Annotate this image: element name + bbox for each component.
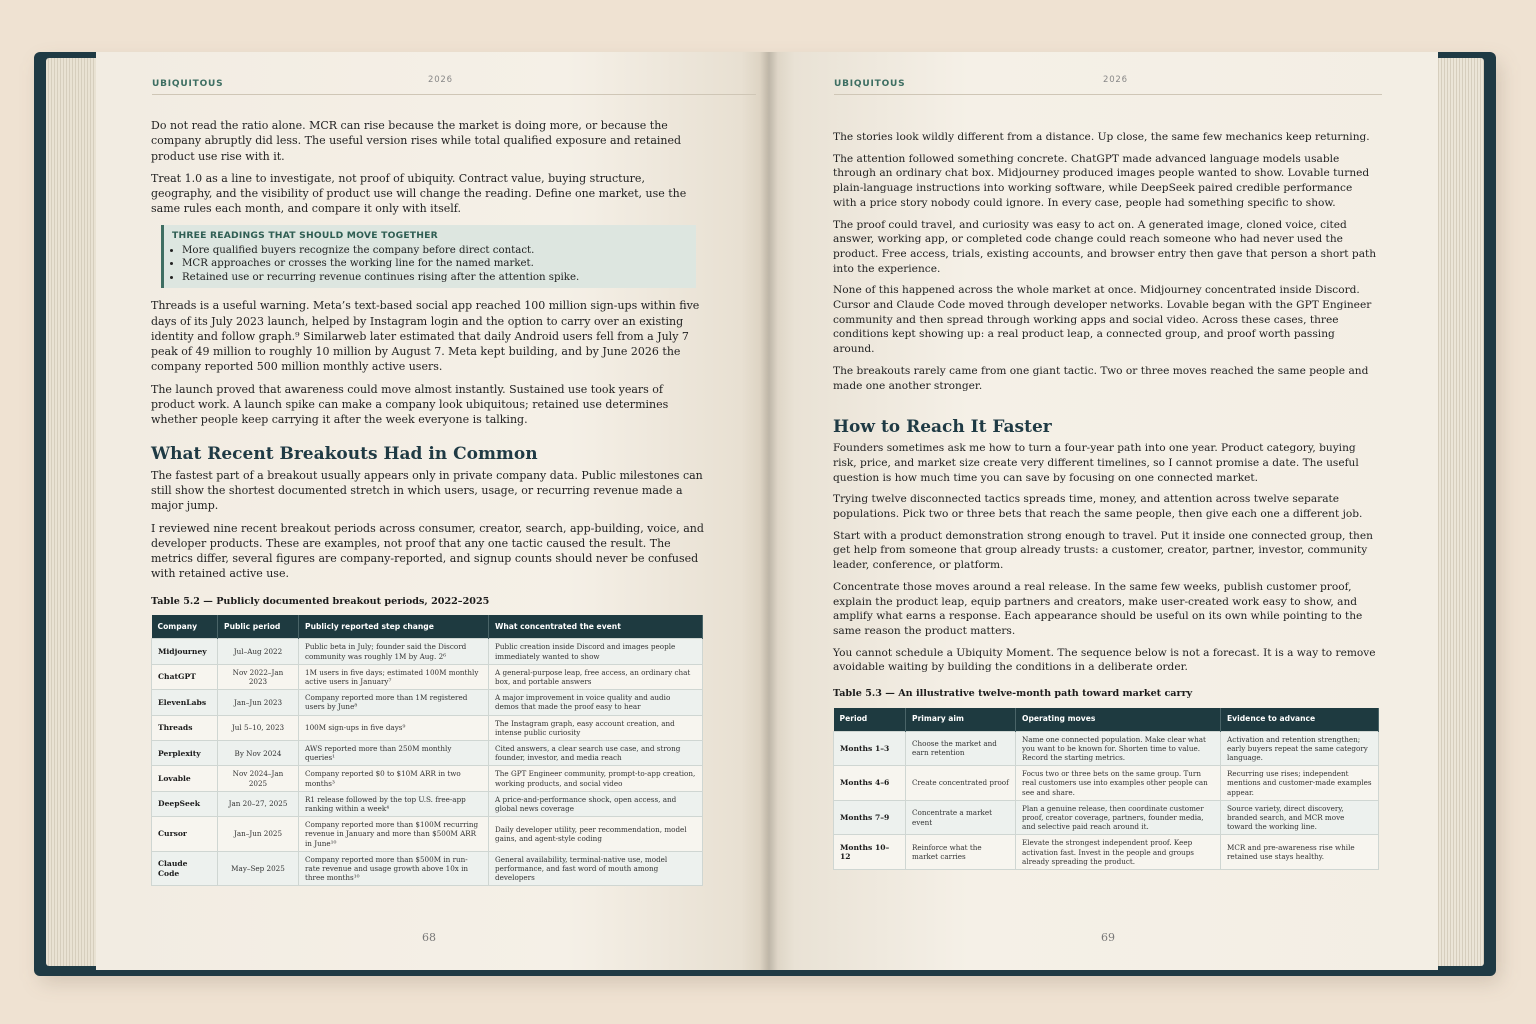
table-row	[152, 690, 703, 715]
table-caption: Table 5.3 — An illustrative twelve-month path toward market carry	[833, 688, 1193, 700]
table-row	[152, 817, 703, 852]
table-cell: Activation and retention strengthen; early buyers repeat the same category language.	[1221, 731, 1379, 766]
table-header-cell: Period	[834, 708, 906, 731]
table-row	[152, 664, 703, 689]
table-header-row	[834, 708, 1379, 731]
table-row	[834, 835, 1379, 870]
paragraph: The proof could travel, and curiosity was easy to act on. A generated image, cloned voice, cited answer, working app, or completed code change could reach someone who had never used the product. Free access, trials, existing accounts, and browser entry then gave that person a short path into the experience.	[833, 218, 1377, 275]
table-cell: Source variety, direct discovery, branded search, and MCR move toward the working line.	[1221, 800, 1379, 835]
table-cell: By Nov 2024	[218, 740, 299, 765]
right-text-column	[833, 130, 1379, 870]
table-cell: A major improvement in voice quality and audio demos that made the proof easy to hear	[489, 690, 703, 715]
twelve-month-path-table	[833, 708, 1379, 870]
table-row-label: Perplexity	[152, 740, 218, 765]
table-row-label: ChatGPT	[152, 664, 218, 689]
table-cell: Nov 2022–Jan 2023	[218, 664, 299, 689]
page-number: 68	[422, 931, 436, 944]
table-cell: R1 release followed by the top U.S. free-app ranking within a week⁴	[299, 791, 489, 816]
section-heading: How to Reach It Faster	[833, 417, 1052, 438]
callout-title: THREE READINGS THAT SHOULD MOVE TOGETHER	[172, 229, 438, 241]
section-heading: What Recent Breakouts Had in Common	[151, 443, 538, 464]
running-head-book-title: UBIQUITOUS	[152, 79, 224, 89]
running-head-right	[834, 75, 1382, 95]
right-page	[768, 52, 1438, 970]
table-cell: General availability, terminal-native use, model performance, and fast word of mouth among developers	[489, 851, 703, 886]
table-row-label: Threads	[152, 715, 218, 740]
table-cell: 100M sign-ups in five days⁹	[299, 715, 489, 740]
table-row-label: ElevenLabs	[152, 690, 218, 715]
table-cell: Cited answers, a clear search use case, and strong founder, investor, and media reach	[489, 740, 703, 765]
breakout-periods-table	[151, 615, 703, 886]
table-cell: Jul–Aug 2022	[218, 639, 299, 664]
table-row	[834, 731, 1379, 766]
paragraph: Start with a product demonstration strong enough to travel. Put it inside one connected group, then get help from someone that group already trusts: a customer, creator, partner, investor, community leader, conference, or platform.	[833, 529, 1373, 572]
table-cell: Elevate the strongest independent proof. Keep activation fast. Invest in the people and groups already spreading the product.	[1016, 835, 1221, 870]
table-row-label: Claude Code	[152, 851, 218, 886]
paragraph: Treat 1.0 as a line to investigate, not proof of ubiquity. Contract value, buying structure, geography, and the visibility of product use will change the reading. Define one market, use the same rules each month, and compare it only with itself.	[151, 171, 687, 216]
paragraph: The stories look wildly different from a distance. Up close, the same few mechanics keep returning.	[833, 131, 1370, 143]
paragraph: The fastest part of a breakout usually appears only in private company data. Public milestones can still show the shortest documented stretch in which users, usage, or recurring revenue made a major jump.	[151, 468, 703, 513]
page-edges-right	[1432, 58, 1484, 966]
paragraph: Threads is a useful warning. Meta’s text-based social app reached 100 million sign-ups within five days of its July 2023 launch, helped by Instagram login and the option to carry over an existing identity and follow graph.⁹ Similarweb later estimated that daily Android users fell from a July 7 peak of 49 million to roughly 10 million by August 7. Meta kept building, and by June 2026 the company reported 500 million monthly active users.	[151, 299, 700, 374]
paragraph: Founders sometimes ask me how to turn a four-year path into one year. Product category, buying risk, price, and market size create very different timelines, so I cannot promise a date. The useful question is how much time you can save by focusing on one connected market.	[833, 442, 1359, 484]
table-header-cell: Evidence to advance	[1221, 708, 1379, 731]
table-row-label: Months 10–12	[834, 835, 906, 870]
table-header-cell: Operating moves	[1016, 708, 1221, 731]
table-cell: A general-purpose leap, free access, an ordinary chat box, and portable answers	[489, 664, 703, 689]
table-cell: Plan a genuine release, then coordinate customer proof, creator coverage, partners, founder media, and selective paid reach around it.	[1016, 800, 1221, 835]
table-cell: Focus two or three bets on the same group. Turn real customers use into examples other people can see and share.	[1016, 766, 1221, 801]
table-cell: Create concentrated proof	[906, 766, 1016, 801]
table-header-cell: What concentrated the event	[489, 615, 703, 639]
table-cell: Concentrate a market event	[906, 800, 1016, 835]
table-cell: Nov 2024–Jan 2025	[218, 766, 299, 791]
paragraph: The breakouts rarely came from one giant tactic. Two or three moves reached the same people and made one another stronger.	[833, 364, 1369, 392]
table-row-label: Months 7–9	[834, 800, 906, 835]
table-row-label: Months 4–6	[834, 766, 906, 801]
table-cell: Public creation inside Discord and images people immediately wanted to show	[489, 639, 703, 664]
table-cell: May–Sep 2025	[218, 851, 299, 886]
table-header-cell: Primary aim	[906, 708, 1016, 731]
table-cell: Recurring use rises; independent mentions and customer-made examples appear.	[1221, 766, 1379, 801]
paragraph: I reviewed nine recent breakout periods across consumer, creator, search, app-building, voice, and developer products. These are examples, not proof that any one tactic caused the result. The metrics differ, several figures are company-reported, and signup counts should never be confused with retained active use.	[151, 521, 704, 581]
callout-list	[172, 244, 686, 284]
paragraph: Concentrate those moves around a real release. In the same few weeks, publish customer proof, explain the product leap, equip partners and creators, make user-created work easy to show, and amplify what earns a response. Each appearance should be useful on its own while pointing to the same reason the product matters.	[833, 580, 1363, 637]
table-cell: Reinforce what the market carries	[906, 835, 1016, 870]
table-row	[152, 851, 703, 886]
left-page	[96, 52, 768, 970]
table-cell: Jan–Jun 2025	[218, 817, 299, 852]
paragraph: Trying twelve disconnected tactics spreads time, money, and attention across twelve separate populations. Pick two or three bets that reach the same people, then give each one a different job.	[833, 493, 1363, 521]
table-header-row	[152, 615, 703, 639]
table-cell: The Instagram graph, easy account creation, and intense public curiosity	[489, 715, 703, 740]
table-header-cell: Company	[152, 615, 218, 639]
callout-box	[161, 225, 696, 289]
table-cell: AWS reported more than 250M monthly queries¹	[299, 740, 489, 765]
table-row	[152, 740, 703, 765]
table-cell: Company reported more than 1M registered users by June⁸	[299, 690, 489, 715]
table-cell: Jul 5–10, 2023	[218, 715, 299, 740]
paragraph: The launch proved that awareness could move almost instantly. Sustained use took years of product work. A launch spike can make a company look ubiquitous; retained use determines whether people keep carrying it after the week everyone is talking.	[151, 382, 669, 427]
table-cell: Company reported $0 to $10M ARR in two months³	[299, 766, 489, 791]
table-row	[834, 766, 1379, 801]
table-cell: 1M users in five days; estimated 100M monthly active users in January⁷	[299, 664, 489, 689]
table-cell: The GPT Engineer community, prompt-to-app creation, working products, and social video	[489, 766, 703, 791]
table-header-cell: Publicly reported step change	[299, 615, 489, 639]
table-cell: Name one connected population. Make clear what you want to be known for. Shorten time to value. Record the starting metrics.	[1016, 731, 1221, 766]
table-cell: Public beta in July; founder said the Discord community was roughly 1M by Aug. 2⁶	[299, 639, 489, 664]
table-row	[152, 639, 703, 664]
running-head-book-title: UBIQUITOUS	[834, 79, 906, 89]
book-gutter	[760, 52, 778, 970]
table-cell: Jan 20–27, 2025	[218, 791, 299, 816]
table-row	[152, 715, 703, 740]
running-head-year: 2026	[428, 75, 453, 85]
left-text-column	[151, 118, 705, 886]
table-cell: Company reported more than $100M recurring revenue in January and more than $500M ARR in June¹⁰	[299, 817, 489, 852]
table-row-label: DeepSeek	[152, 791, 218, 816]
table-row	[834, 800, 1379, 835]
table-cell: A price-and-performance shock, open access, and global news coverage	[489, 791, 703, 816]
table-row-label: Midjourney	[152, 639, 218, 664]
table-row-label: Cursor	[152, 817, 218, 852]
table-cell: MCR and pre-awareness rise while retained use stays healthy.	[1221, 835, 1379, 870]
table-header-cell: Public period	[218, 615, 299, 639]
table-row-label: Lovable	[152, 766, 218, 791]
callout-item: • Retained use or recurring revenue continues rising after the attention spike.	[182, 271, 686, 284]
paragraph: The attention followed something concrete. ChatGPT made advanced language models usable through an ordinary chat box. Midjourney produced images people wanted to show. Lovable turned plain-language instructions into working software, while DeepSeek paired credible performance with a price story nobody could ignore. In every case, people had something specific to show.	[833, 152, 1370, 209]
table-row	[152, 766, 703, 791]
table-cell: Daily developer utility, peer recommendation, model gains, and agent-style coding	[489, 817, 703, 852]
callout-item: • MCR approaches or crosses the working line for the named market.	[182, 257, 686, 270]
paragraph: You cannot schedule a Ubiquity Moment. The sequence below is not a forecast. It is a way to remove avoidable waiting by building the conditions in a deliberate order.	[833, 646, 1376, 674]
running-head-left	[152, 75, 756, 95]
table-cell: Choose the market and earn retention	[906, 731, 1016, 766]
paragraph: None of this happened across the whole market at once. Midjourney concentrated inside Discord. Cursor and Claude Code moved through developer networks. Lovable began with the GPT Engineer community and then spread through working apps and social video. Across these cases, three conditions kept showing up: a real product leap, a connected group, and proof worth passing around.	[833, 284, 1372, 356]
table-row	[152, 791, 703, 816]
running-head-year: 2026	[1103, 75, 1128, 85]
page-number: 69	[1101, 931, 1115, 944]
table-cell: Jan–Jun 2023	[218, 690, 299, 715]
callout-item: • More qualified buyers recognize the company before direct contact.	[182, 244, 686, 257]
table-caption: Table 5.2 — Publicly documented breakout periods, 2022–2025	[151, 595, 490, 607]
table-cell: Company reported more than $500M in run-rate revenue and usage growth above 10x in three months¹⁰	[299, 851, 489, 886]
paragraph: Do not read the ratio alone. MCR can rise because the market is doing more, or because the company abruptly did less. The useful version rises while total qualified exposure and retained product use rise with it.	[151, 119, 682, 163]
table-row-label: Months 1–3	[834, 731, 906, 766]
